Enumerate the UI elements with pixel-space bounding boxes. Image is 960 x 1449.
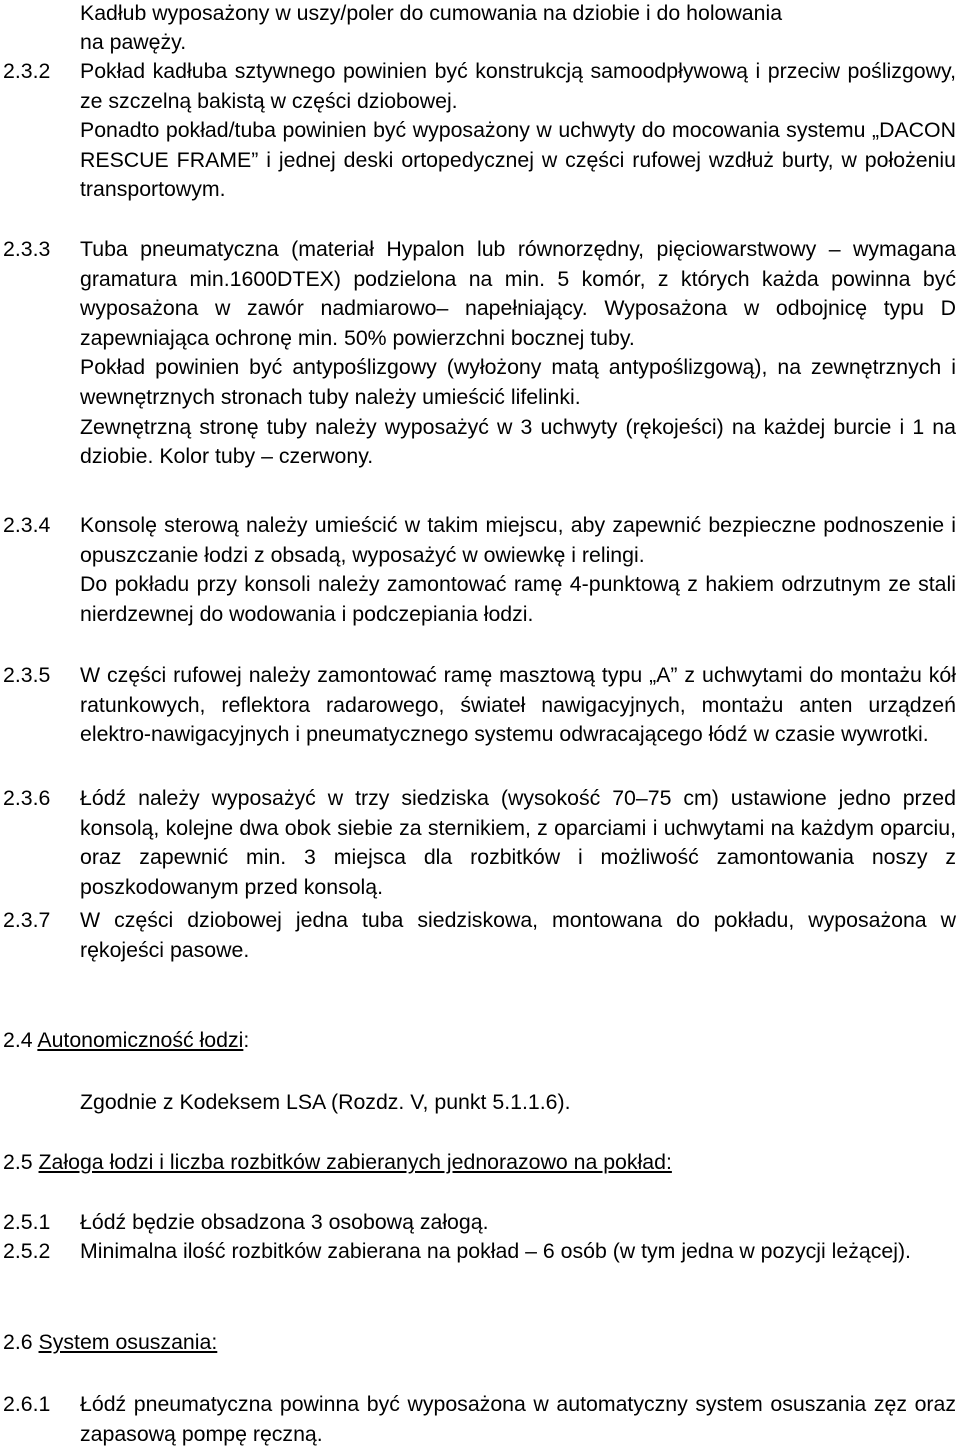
section-number: 2.5 <box>3 1150 33 1174</box>
section-2-5-1: Łódź będzie obsadzona 3 osobową załogą. <box>80 1210 489 1234</box>
paragraph: Minimalna ilość rozbitków zabierana na pokład – 6 osób (w tym jedna w pozycji leżącej). <box>80 1239 911 1263</box>
section-number: 2.6.1 <box>3 1392 51 1416</box>
section-number: 2.4 <box>3 1028 33 1052</box>
section-2-3-3 <box>80 235 956 472</box>
section-number: 2.5.2 <box>3 1239 51 1263</box>
section-heading-2-5 <box>3 1148 672 1177</box>
section-2-3-4 <box>80 511 956 629</box>
paragraph: Do pokładu przy konsoli należy zamontować ramę 4-punktową z hakiem odrzutnym ze stali nierdzewnej do wodowania i podczepiania łodzi. <box>80 572 956 626</box>
section-2-3-5 <box>80 661 956 750</box>
section-number: 2.5.1 <box>3 1210 51 1234</box>
section-2-3-7 <box>80 906 956 965</box>
heading-text: System osuszania: <box>38 1330 218 1354</box>
section-2-4-text: Zgodnie z Kodeksem LSA (Rozdz. V, punkt 5.1.1.6). <box>80 1090 571 1114</box>
paragraph: Łódź należy wyposażyć w trzy siedziska (wysokość 70–75 cm) ustawione jedno przed konsolą, kolejne dwa obok siebie za sternikiem, z oparciami i uchwytami na każdym oparciu, oraz zapewnić min. 3 miejsca dla rozbitków i możliwość zamontowania noszy z poszkodowanym przed konsolą. <box>80 786 956 899</box>
paragraph: W części dziobowej jedna tuba siedziskowa, montowana do pokładu, wyposażona w rękojeści pasowe. <box>80 908 956 962</box>
section-2-5-2 <box>80 1237 956 1267</box>
section-2-3-2 <box>80 57 956 205</box>
paragraph: W części rufowej należy zamontować ramę masztową typu „A” z uchwytami do montażu kół ratunkowych, reflektora radarowego, świateł nawigacyjnych, montażu anten urządzeń elektro-nawigacyjnych i pneumatycznego systemu odwracającego łódź w czasie wywrotki. <box>80 663 956 747</box>
section-number: 2.3.4 <box>3 513 51 537</box>
paragraph: Łódź pneumatyczna powinna być wyposażona w automatyczny system osuszania zęz oraz zapasową pompę ręczną. <box>80 1392 956 1446</box>
section-number: 2.3.7 <box>3 908 51 932</box>
section-number: 2.3.2 <box>3 59 51 83</box>
paragraph: Zewnętrzną stronę tuby należy wyposażyć w 3 uchwyty (rękojeści) na każdej burcie i 1 na dziobie. Kolor tuby – czerwony. <box>80 414 956 469</box>
paragraph: Pokład powinien być antypoślizgowy (wyłożony matą antypoślizgową), na zewnętrznych i wewnętrznych stronach tuby należy umieścić lifelinki. <box>80 355 956 409</box>
heading-colon: : <box>243 1028 250 1052</box>
section-2-6-1 <box>80 1390 956 1449</box>
continuation-line-2: na pawęży. <box>80 30 187 54</box>
heading-text: Autonomiczność łodzi <box>37 1028 244 1052</box>
paragraph: Konsolę sterową należy umieścić w takim miejscu, aby zapewnić bezpieczne podnoszenie i opuszczanie łodzi z obsadą, wyposażyć w owiewkę i relingi. <box>80 513 956 567</box>
section-heading-2-6 <box>3 1328 217 1357</box>
section-number: 2.3.5 <box>3 663 51 687</box>
paragraph: Ponadto pokład/tuba powinien być wyposażony w uchwyty do mocowania systemu „DACON RESCUE FRAME” i jednej deski ortopedycznej w części rufowej wzdłuż burty, w położeniu transportowym. <box>80 118 956 202</box>
section-2-3-6 <box>80 784 956 902</box>
heading-text: Załoga łodzi i liczba rozbitków zabieranych jednorazowo na pokład: <box>38 1150 672 1174</box>
section-heading-2-4 <box>3 1026 249 1055</box>
paragraph: Tuba pneumatyczna (materiał Hypalon lub równorzędny, pięciowarstwowy – wymagana gramatura min.1600DTEX) podzielona na min. 5 komór, z których każda powinna być wyposażona w zawór nadmiarowo– napełniający. Wyposażona w odbojnicę typu D zapewniająca ochronę min. 50% powierzchni bocznej tuby. <box>80 237 956 350</box>
section-number: 2.3.6 <box>3 786 51 810</box>
continuation-line-1: Kadłub wyposażony w uszy/poler do cumowania na dziobie i do holowania <box>80 1 783 25</box>
section-number: 2.6 <box>3 1330 33 1354</box>
paragraph: Pokład kadłuba sztywnego powinien być konstrukcją samoodpływową i przeciw poślizgowy, ze szczelną bakistą w części dziobowej. <box>80 59 956 113</box>
section-number: 2.3.3 <box>3 237 51 261</box>
